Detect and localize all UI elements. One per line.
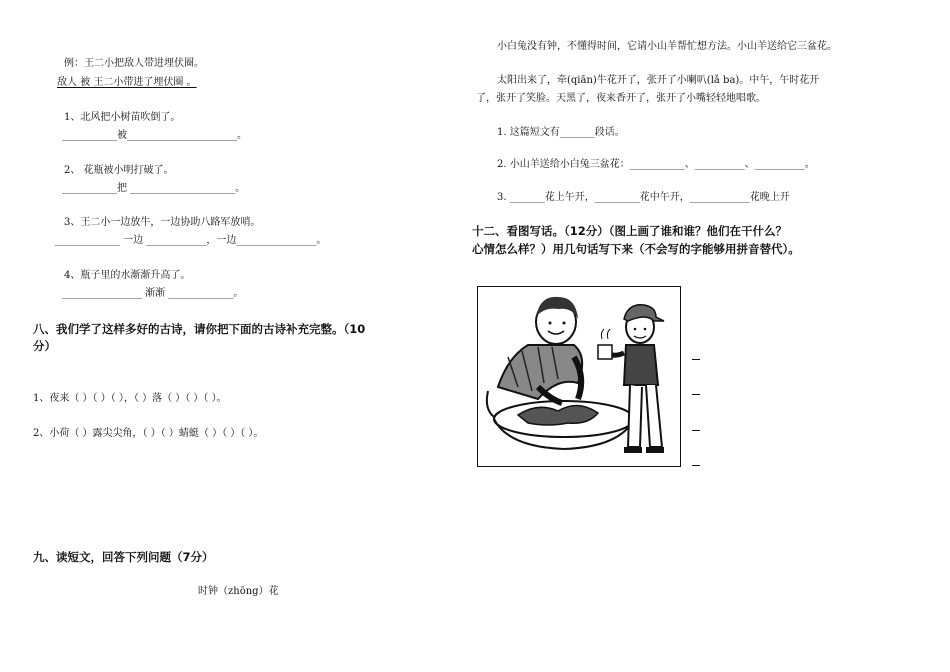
- poem-line-1[interactable]: 1、夜来（ ）（ ）（ ），（ ）落（ ）（ ）（ ）。: [33, 393, 227, 404]
- writing-line-3[interactable]: [692, 430, 700, 431]
- writing-line-4[interactable]: [692, 465, 700, 466]
- section12-heading: 十二、看图写话。（12分）（图上画了谁和谁？他们在干什么？: [472, 224, 788, 238]
- reading-q2[interactable]: 2. 小山羊送给小白兔三盆花：___________、__________、__________。: [497, 159, 815, 170]
- q4-prompt: 4、瓶子里的水渐渐升高了。: [64, 270, 191, 281]
- writing-line-1[interactable]: [692, 359, 700, 360]
- q2-answer-line[interactable]: ___________把 _____________________。: [62, 183, 246, 194]
- picture-frame: [477, 286, 681, 467]
- writing-line-2[interactable]: [692, 394, 700, 395]
- section9-heading: 九、读短文，回答下列问题（7分）: [33, 550, 214, 564]
- q1-prompt: 1、北风把小树苗吹倒了。: [64, 112, 181, 123]
- story-para-2-cont: 了，张开了笑脸。天黑了，夜来香开了，张开了小嘴轻轻地唱歌。: [476, 93, 766, 104]
- example-sentence: 例：王二小把敌人带进埋伏圈。: [64, 58, 204, 69]
- example-answer: 敌人 被 王二小带进了埋伏圈 。: [57, 77, 197, 88]
- mother-and-child-illustration: [478, 287, 679, 465]
- section8-heading-cont: 分）: [33, 339, 56, 353]
- q1-answer-line[interactable]: ___________被______________________。: [62, 130, 247, 141]
- q4-answer-line[interactable]: ________________ 渐渐 _____________。: [62, 288, 244, 299]
- story-title: 时钟（zhōng）花: [198, 586, 279, 597]
- reading-q1[interactable]: 1. 这篇短文有_______段话。: [497, 127, 625, 138]
- poem-line-2[interactable]: 2、小荷（ ）露尖尖角，（ ）（ ）蜻蜓（ ）（ ）（ ）。: [33, 428, 264, 439]
- story-para-2: 太阳出来了，牵(qiān)牛花开了，张开了小喇叭(lǎ ba)。中午，午时花开: [497, 75, 820, 86]
- q3-answer-line[interactable]: _____________ 一边 ____________，一边________________。: [55, 235, 327, 246]
- section12-heading-cont: 心情怎么样？）用几句话写下来（不会写的字能够用拼音替代）。: [472, 242, 800, 256]
- section8-heading: 八、我们学了这样多好的古诗，请你把下面的古诗补充完整。（10: [33, 322, 366, 336]
- reading-q3[interactable]: 3. _______花上午开，_________花中午开，____________花晚上开: [497, 192, 790, 203]
- story-para-1: 小白兔没有钟，不懂得时间，它请小山羊帮忙想方法。小山羊送给它三盆花。: [497, 41, 837, 52]
- q3-prompt: 3、王二小一边放牛，一边协助八路军放哨。: [64, 217, 261, 228]
- q2-prompt: 2、 花瓶被小明打破了。: [64, 165, 174, 176]
